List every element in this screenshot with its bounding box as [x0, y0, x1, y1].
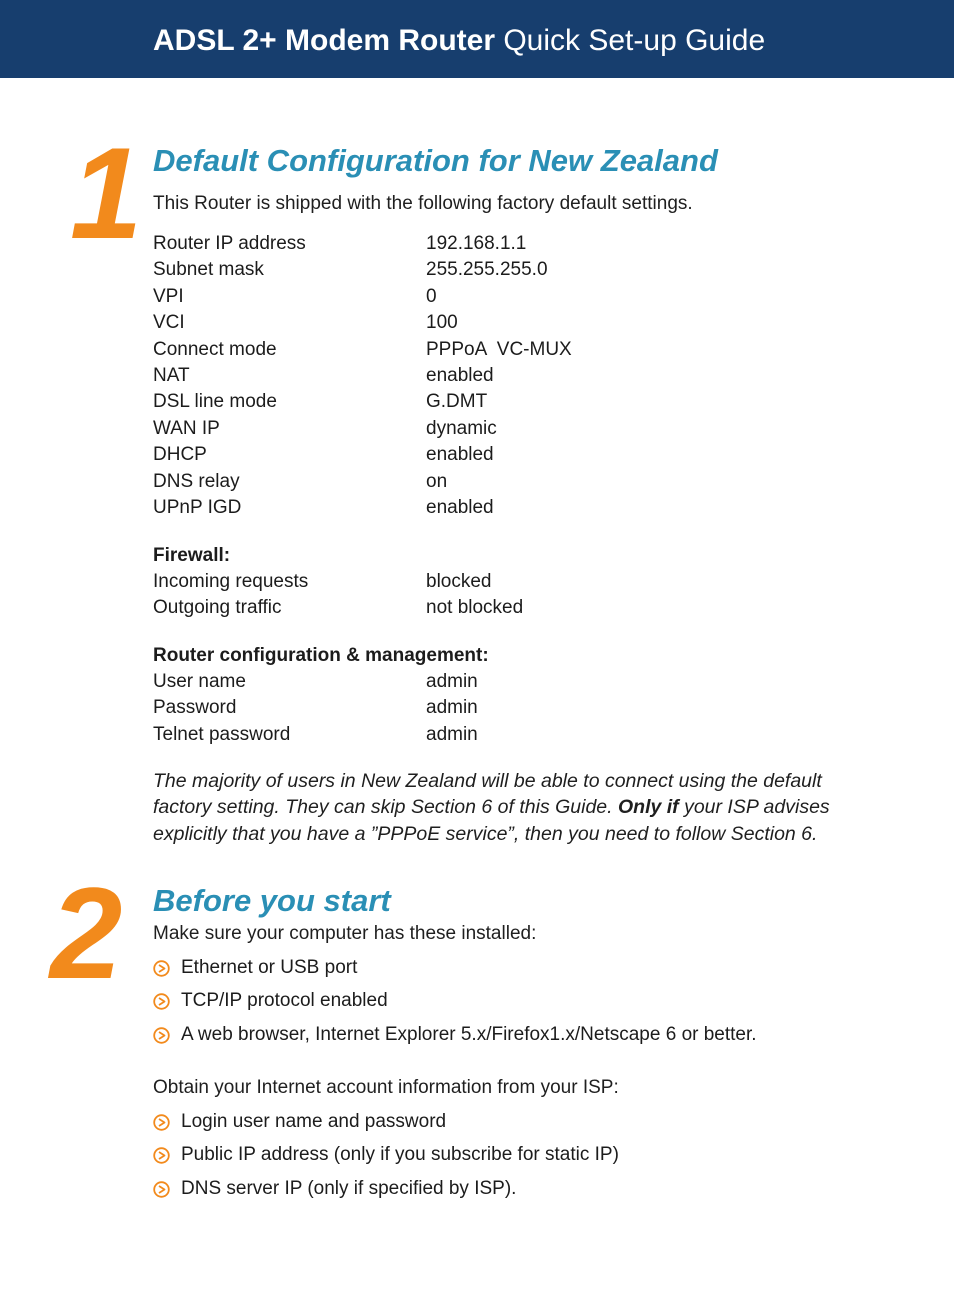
setting-label: UPnP IGD — [153, 496, 242, 518]
setting-label: Outgoing traffic — [153, 597, 282, 619]
setting-value: admin — [426, 697, 478, 719]
firewall-settings — [153, 542, 524, 622]
setting-value: 192.168.1.1 — [426, 233, 527, 254]
setting-label: Telnet password — [153, 723, 291, 745]
setting-value: PPPoA VC-MUX — [426, 338, 572, 360]
list-item-text: Login user name and password — [181, 1111, 447, 1132]
setting-label: User name — [153, 671, 246, 692]
note-emphasis: Only if — [617, 796, 679, 819]
setting-value: enabled — [426, 496, 494, 518]
section-1-intro: This Router is shipped with the following factory default settings. — [153, 193, 693, 214]
title-bold: ADSL 2+ Modem Router — [153, 24, 495, 57]
setting-label: DNS relay — [153, 470, 240, 492]
setting-label: Connect mode — [153, 338, 277, 360]
setting-label: Password — [153, 697, 237, 719]
header-bar — [0, 0, 954, 78]
pppoe-note — [153, 768, 873, 847]
document-title — [153, 22, 765, 60]
setting-row — [153, 722, 489, 748]
note-text-1: The majority of users in New Zealand will be able to connect using the default factory setting. They can skip Section 6 of this Guide. — [153, 770, 822, 819]
setting-value: admin — [426, 723, 478, 745]
isp-info-intro: Obtain your Internet account information from your ISP: — [153, 1077, 619, 1098]
firewall-heading: Firewall: — [153, 545, 231, 566]
list-item-text: A web browser, Internet Explorer 5.x/Firefox1.x/Netscape 6 or better. — [181, 1023, 757, 1045]
setting-value: not blocked — [426, 597, 524, 619]
setting-label: VPI — [153, 285, 184, 307]
list-item-text: Ethernet or USB port — [181, 957, 358, 978]
orange-circled-arrow-icon — [153, 1114, 170, 1131]
section-1-title: Default Configuration for New Zealand — [153, 143, 718, 178]
setting-value: 255.255.255.0 — [426, 259, 548, 281]
section-number-2: 2 — [50, 860, 123, 1006]
setting-label: DSL line mode — [153, 391, 277, 413]
orange-circled-arrow-icon — [153, 993, 170, 1010]
setting-row — [153, 595, 524, 621]
orange-circled-arrow-icon — [153, 1147, 170, 1164]
management-settings — [153, 642, 489, 748]
orange-circled-arrow-icon — [153, 1027, 170, 1044]
setting-row — [153, 695, 489, 721]
note-text-2: your ISP advises explicitly that you have a ”PPPoE service”, then you need to follow Section 6. — [153, 796, 830, 845]
setting-label: WAN IP — [153, 417, 220, 439]
orange-circled-arrow-icon — [153, 1181, 170, 1198]
setting-label: VCI — [153, 312, 185, 334]
setting-label: NAT — [153, 364, 190, 386]
section-2-intro: Make sure your computer has these installed: — [153, 923, 537, 944]
setting-row — [153, 569, 492, 595]
setting-label: Router IP address — [153, 233, 306, 254]
setting-value: enabled — [426, 364, 494, 386]
orange-circled-arrow-icon — [153, 960, 170, 977]
title-light: Quick Set-up Guide — [503, 24, 766, 57]
setting-value: 0 — [426, 285, 437, 307]
setting-value: dynamic — [426, 417, 497, 439]
setting-value: enabled — [426, 444, 494, 466]
setting-value: 100 — [426, 312, 458, 334]
management-heading: Router configuration & management: — [153, 645, 489, 666]
section-2-title: Before you start — [153, 883, 391, 918]
setting-label: Subnet mask — [153, 259, 264, 281]
setting-label: Incoming requests — [153, 571, 309, 592]
list-item-text: DNS server IP (only if specified by ISP). — [181, 1177, 517, 1199]
setting-value: blocked — [426, 571, 492, 592]
setting-value: on — [426, 470, 448, 492]
list-item-text: TCP/IP protocol enabled — [181, 990, 388, 1012]
section-number-1: 1 — [70, 120, 143, 266]
setting-row — [153, 669, 489, 695]
setting-value: admin — [426, 671, 478, 692]
setting-value: G.DMT — [426, 391, 488, 413]
list-item-text: Public IP address (only if you subscribe for static IP) — [181, 1144, 619, 1166]
setting-label: DHCP — [153, 444, 207, 466]
